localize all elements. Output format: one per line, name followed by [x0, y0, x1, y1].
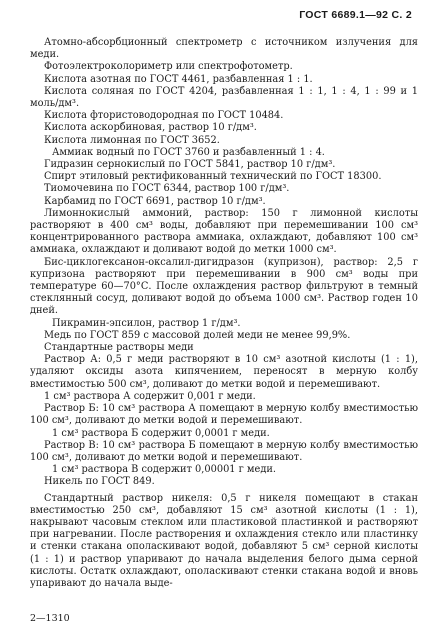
page-footer-signature: 2—1310 — [30, 613, 70, 624]
page-header: ГОСТ 6689.1—92 С. 2 — [299, 9, 412, 21]
paragraph-solution-v-content: 1 см³ раствора В содержит 0,00001 г меди. — [52, 464, 276, 476]
paragraph-citric-acid: Кислота лимонная по ГОСТ 3652. — [44, 134, 220, 146]
paragraph-ammonia: Аммиак водный по ГОСТ 3760 и разбавленный 1 : 4. — [52, 146, 325, 158]
paragraph-solution-v: Раствор В: 10 см³ раствора Б помещают в мерную колбу вместимостью 100 см³, доливают до метки водой и перемешивают. — [30, 439, 418, 463]
paragraph-ammonium-citrate: Лимоннокислый аммоний, раствор: 150 г лимонной кислоты растворяют в 400 см³ воды, добавляют при перемешивании 100 см³ концентрированного раствора аммиака, охлаждают, добавляют 100 см³ аммиака, охлаждают и доливают водой до метки 1000 см³. — [30, 207, 418, 256]
document-body — [30, 37, 418, 590]
paragraph-copper: Медь по ГОСТ 859 с массовой долей меди не менее 99,9%. — [44, 329, 351, 341]
paragraph-solution-b-content: 1 см³ раствора Б содержит 0,0001 г меди. — [52, 427, 270, 439]
paragraph-photocolorimeter: Фотоэлектроколориметр или спектрофотометр. — [44, 61, 293, 73]
paragraph-picramine: Пикрамин-эпсилон, раствор 1 г/дм³. — [52, 317, 241, 329]
paragraph-thiourea: Тиомочевина по ГОСТ 6344, раствор 100 г/дм³. — [44, 183, 290, 195]
paragraph-carbamide: Карбамид по ГОСТ 6691, раствор 10 г/дм³. — [44, 195, 266, 207]
paragraph-aas-spectrometer: Атомно-абсорбционный спектрометр с источником излучения для меди. — [30, 37, 418, 61]
paragraph-ascorbic-acid: Кислота аскорбиновая, раствор 10 г/дм³. — [44, 122, 257, 134]
paragraph-solution-a: Раствор А: 0,5 г меди растворяют в 10 см³ азотной кислоты (1 : 1), удаляют оксиды азота кипячением, переносят в мерную колбу вместимостью 500 см³, доливают до метки водой и перемешивают. — [30, 354, 418, 390]
paragraph-ethanol: Спирт этиловый ректификованный технический по ГОСТ 18300. — [44, 171, 382, 183]
paragraph-hydrazine: Гидразин сернокислый по ГОСТ 5841, раствор 10 г/дм³. — [44, 159, 336, 171]
paragraph-nickel: Никель по ГОСТ 849. — [44, 476, 155, 488]
paragraph-nickel-standard: Стандартный раствор никеля: 0,5 г никеля помещают в стакан вместимостью 250 см³, добавляют 15 см³ азотной кислоты (1 : 1), накрывают часовым стеклом или пластиковой пластинкой и растворяют при нагревании. После растворения и охлаждения стекло или пластинку и стенки стакана ополаскивают водой, добавляют 5 см³ серной кислоты (1 : 1) и раствор упаривают до начала выделения белого дыма серной кислоты. Остатк охлаждают, ополаскивают стенки стакана водой и вновь упаривают до начала выде- — [30, 492, 418, 589]
paragraph-solution-b: Раствор Б: 10 см³ раствора А помещают в мерную колбу вместимостью 100 см³, доливают до метки водой и перемешивают. — [30, 403, 418, 427]
paragraph-solution-a-content: 1 см³ раствора А содержит 0,001 г меди. — [44, 390, 256, 402]
paragraph-cuprizone: Бис-циклогексанон-оксалил-дигидразон (купризон), раствор: 2,5 г купризона растворяют при перемешивании в 900 см³ воды при температуре 60—70°С. После охлаждения раствор фильтруют в темный стеклянный сосуд, доливают водой до объема 1000 см³. Раствор годен 10 дней. — [30, 256, 418, 317]
paragraph-hydrochloric-acid: Кислота соляная по ГОСТ 4204, разбавленная 1 : 1, 1 : 4, 1 : 99 и 1 моль/дм³. — [30, 85, 418, 110]
section-heading-copper-standards: Стандартные растворы меди — [44, 342, 194, 354]
paragraph-hydrofluoric-acid: Кислота фтористоводородная по ГОСТ 10484. — [44, 110, 284, 122]
paragraph-nitric-acid: Кислота азотная по ГОСТ 4461, разбавленная 1 : 1. — [44, 73, 313, 85]
